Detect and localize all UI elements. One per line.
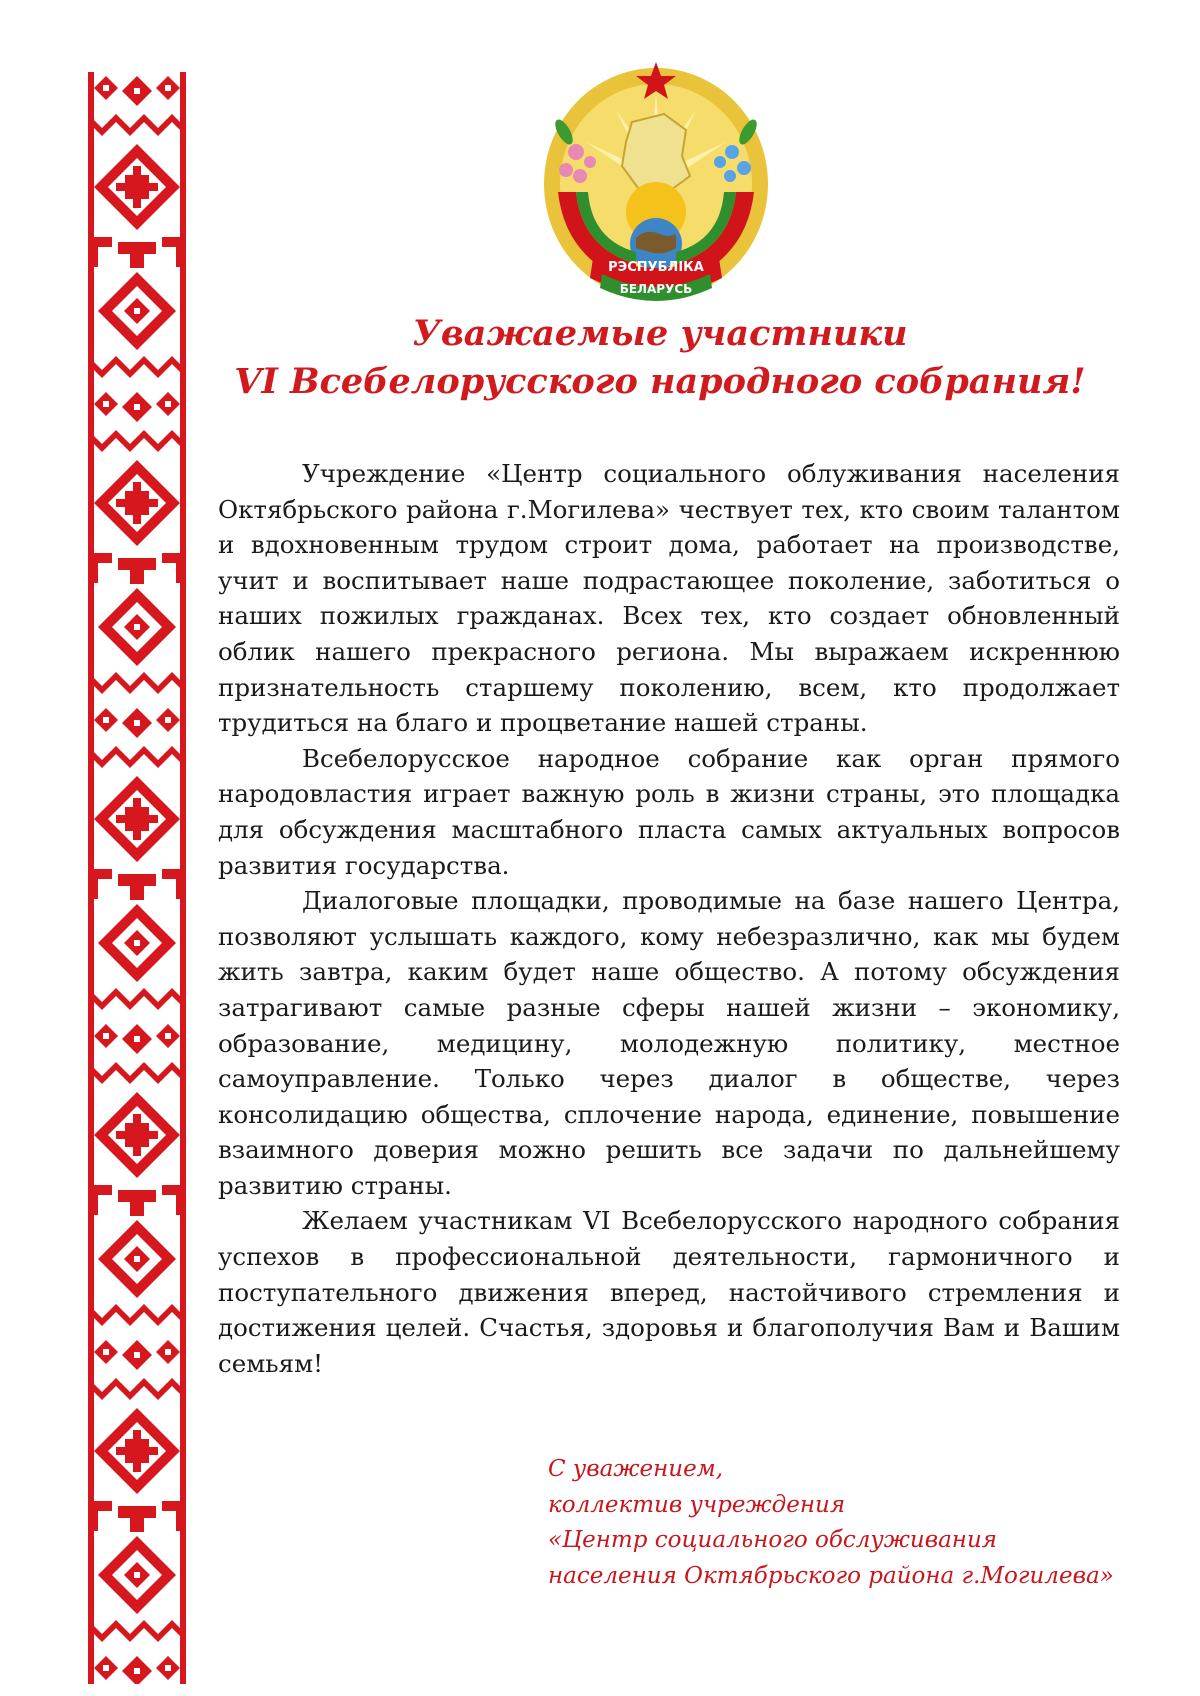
letter-body (218, 456, 1120, 1381)
signature-line: С уважением, (548, 1456, 724, 1482)
state-emblem (536, 52, 776, 304)
signature-line: коллектив учреждения (548, 1491, 846, 1518)
signature-line: населения Октябрьского района г.Могилева» (548, 1562, 1114, 1589)
emblem-ribbon-line2: БЕЛАРУСЬ (619, 282, 693, 296)
body-paragraph: Желаем участникам VI Всебелорусского народного собрания успехов в профессиональной деятельности, гармоничного и поступательного движения вперед, настойчивого стремления и достижения целей. Счастья, здоровья и благополучия Вам и Вашим семьям! (218, 1206, 1120, 1378)
body-paragraph: Всебелорусское народное собрание как орган прямого народовластия играет важную роль в жизни страны, это площадка для обсуждения масштабного пласта самых актуальных вопросов развития государства. (218, 743, 1120, 880)
heading-line-2: VI Всебелорусского народного собрания! (234, 361, 1086, 402)
heading-line-1: Уважаемые участники (412, 313, 908, 354)
emblem-ribbon-line1: РЭСПУБЛІКА (608, 260, 704, 275)
signature-line: «Центр социального обслуживания (548, 1527, 997, 1553)
body-paragraph: Учреждение «Центр социального облуживания населения Октябрьского района г.Могилева» чествует тех, кто своим талантом и вдохновенным трудом строит дома, работает на производстве, учит и воспитывает наше подрастающее поколение, заботиться о наших пожилых гражданах. Всех тех, кто создает обновленный облик нашего прекрасного региона. Мы выражаем искреннюю признательность старшему поколению, всем, кто продолжает трудиться на благо и процветание нашей страны. (218, 459, 1120, 738)
signature-block (548, 1452, 1114, 1594)
body-paragraph: Диалоговые площадки, проводимые на базе нашего Центра, позволяют услышать каждого, кому небезразлично, как мы будем жить завтра, каким будет наше общество. А потому обсуждения затрагивают самые разные сферы нашей жизни – экономику, образование, медицину, молодежную политику, местное самоуправление. Только через диалог в обществе, через консолидацию общества, сплочение народа, единение, повышение взаимного доверия можно решить все задачи по дальнейшему развитию страны. (218, 886, 1120, 1200)
belarusian-ornament-border (88, 72, 186, 1684)
